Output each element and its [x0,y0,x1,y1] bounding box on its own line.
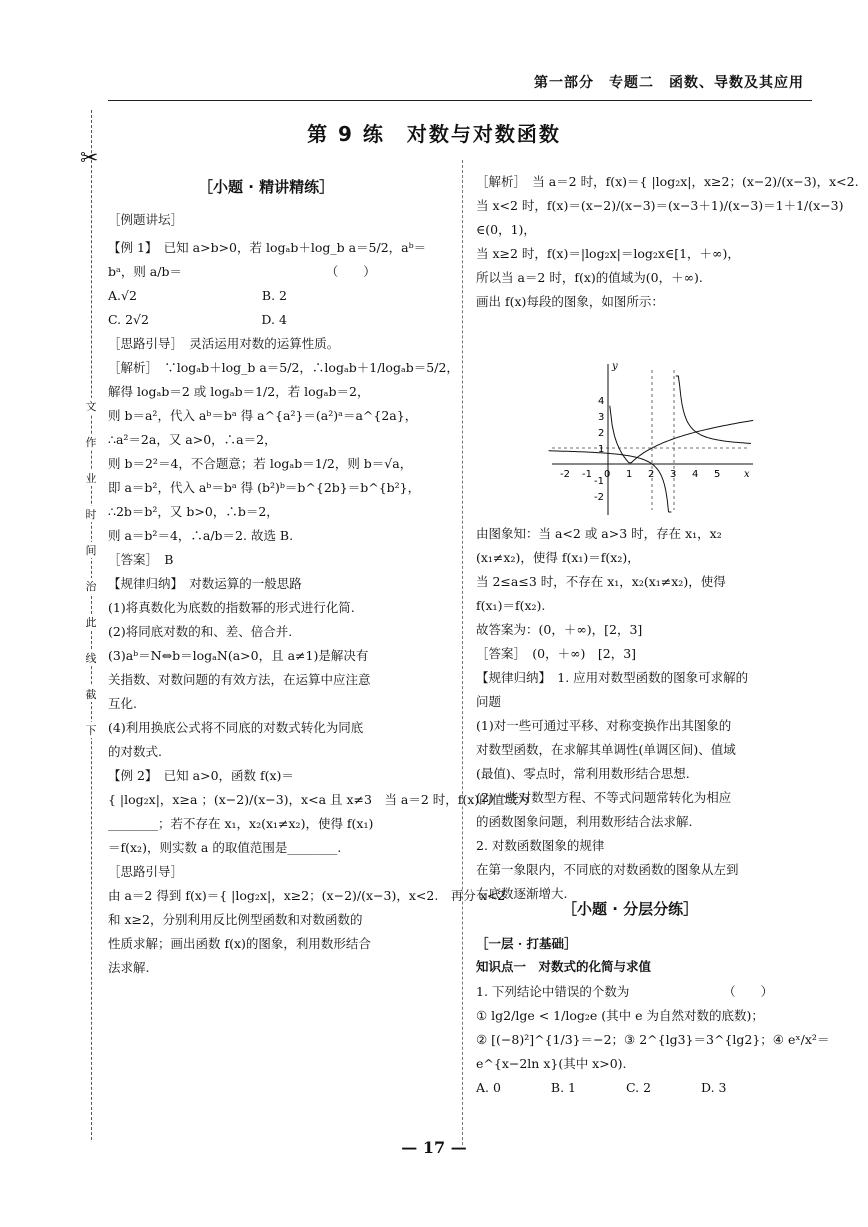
side-char: 作 [85,436,97,449]
text-line: 由 a＝2 得到 f(x)＝{ |log₂x|，x≥2；(x−2)/(x−3)，x<2. 再分 x<2 [108,888,506,903]
text-line: (1)将真数化为底数的指数幂的形式进行化简. [108,600,355,615]
question-1 [476,980,830,1100]
text-line: 当 x≥2 时，f(x)＝|log₂x|＝log₂x∈[1，＋∞)， [476,246,740,261]
text-line: 关指数、对数问题的有效方法，在运算中应注意 [108,672,371,687]
text-line: 法求解. [108,960,150,975]
y-tick-label: 2 [598,428,605,439]
side-char: 截 [85,688,97,701]
side-char: 下 [85,724,97,737]
x-tick-label: 0 [604,469,611,480]
text-line: 1. 下列结论中错误的个数为 （ ） [476,984,774,999]
text-line: ② [(−8)²]^{1/3}＝−2；③ 2^{lg3}＝3^{lg2}；④ eˣ/x²＝ [476,1032,830,1047]
level-one-label: ［一层 · 打基础］ [476,936,577,951]
x-tick-label: 1 [626,469,633,480]
text-line: f(x₁)＝f(x₂). [476,598,546,613]
text-line: 当 2≤a≤3 时，不存在 x₁，x₂(x₁≠x₂)，使得 [476,574,726,589]
y-axis-label: y [612,361,618,372]
text-line: ［答案］ B [108,552,174,567]
text-line: 互化. [108,696,137,711]
text-line: ∈(0，1)， [476,222,536,237]
text-line: 性质求解；画出函数 f(x)的图象，利用数形结合 [108,936,371,951]
curve-log [610,406,753,463]
example-forum-label: ［例题讲坛］ [108,212,184,227]
function-graph [548,360,758,518]
text-line: 即 a＝b²，代入 aᵇ＝bᵃ 得 (b²)ᵇ＝b^{2b}＝b^{b²}， [108,480,421,495]
text-line: ［思路引导］ [108,864,184,879]
text-line: 问题 [476,694,502,709]
curve-left-near-asymptote [652,464,671,512]
text-line: (x₁≠x₂)，使得 f(x₁)＝f(x₂)， [476,550,640,565]
side-char: 文 [85,400,97,413]
text-line: e^{x−2ln x}(其中 x>0). [476,1056,627,1071]
text-line: ________；若不存在 x₁，x₂(x₁≠x₂)，使得 f(x₁) [108,816,374,831]
side-char: 间 [85,544,97,557]
text-line: ［思路引导］ 灵活运用对数的运算性质。 [108,336,340,351]
y-tick-label: 3 [598,412,605,423]
text-line: 所以当 a＝2 时，f(x)的值域为(0，＋∞). [476,270,703,285]
y-tick-label: 4 [598,396,605,407]
text-line: C. 2√2 D. 4 [108,312,287,327]
text-line: 则 b＝2²＝4，不合题意；若 logₐb＝1/2，则 b＝√a， [108,456,413,471]
y-tick-label: -2 [594,492,604,503]
header-rule [108,100,812,101]
running-header: 第一部分 专题二 函数、导数及其应用 [534,75,804,91]
text-line: 由图象知：当 a<2 或 a>3 时，存在 x₁，x₂ [476,526,722,541]
page-number: — 17 — [401,1138,467,1157]
text-line: ① lg2/lge < 1/log₂e (其中 e 为自然对数的底数)； [476,1008,764,1023]
text-line: (3)aᵇ＝N⇔b＝logₐN(a>0，且 a≠1)是解决有 [108,648,369,663]
x-axis-label: x [744,469,750,480]
text-line: 2. 对数函数图象的规律 [476,838,605,853]
section-title-left: ［小题 · 精讲精练］ [198,178,335,196]
text-line: ∴a²＝2a，又 a>0，∴a＝2， [108,432,277,447]
curve-right [676,376,751,443]
text-line: ∴2b＝b²，又 b>0，∴b＝2， [108,504,279,519]
x-tick-label: -2 [560,469,570,480]
side-char: 此 [85,616,97,629]
text-line: 解得 logₐb＝2 或 logₐb＝1/2，若 logₐb＝2， [108,384,370,399]
x-tick-label: 4 [692,469,699,480]
text-line: ［解析］ 当 a＝2 时，f(x)＝{ |log₂x|，x≥2；(x−2)/(x−3)，x<2. [476,174,859,189]
side-char: 线 [85,652,97,665]
x-tick-label: -1 [582,469,592,480]
text-line: A.√2 B. 2 [108,288,288,303]
page-title: 第 9 练 对数与对数函数 [307,122,561,146]
text-line: 【例 1】 已知 a>b>0，若 logₐb＋log_b a＝5/2，aᵇ＝ [108,240,427,255]
side-char: 治 [85,580,97,593]
text-line: (2)一些对数型方程、不等式问题常转化为相应 [476,790,732,805]
text-line: (1)对一些可通过平移、对称变换作出其图象的 [476,718,732,733]
section-title-right: ［小题 · 分层分练］ [562,900,699,918]
text-line: ［答案］ (0，＋∞) [2，3] [476,646,637,661]
text-line: 和 x≥2，分别利用反比例型函数和对数函数的 [108,912,363,927]
text-line: ＝f(x₂)，则实数 a 的取值范围是________. [108,840,342,855]
right-column-top [476,170,859,314]
text-line: 故答案为：(0，＋∞)，[2，3] [476,622,643,637]
text-line: 右底数逐渐增大. [476,886,568,901]
x-tick-label: 3 [670,469,677,480]
text-line: 在第一象限内，不同底的对数函数的图象从左到 [476,862,739,877]
text-line: ［解析］ ∵logₐb＋log_b a＝5/2，∴logₐb＋1/logₐb＝5/2， [108,360,459,375]
text-line: 则 b＝a²，代入 aᵇ＝bᵃ 得 a^{a²}＝(a²)ᵃ＝a^{2a}， [108,408,418,423]
text-line: 画出 f(x)每段的图象，如图所示： [476,294,664,309]
text-line: 的函数图象问题，利用数形结合法求解. [476,814,693,829]
text-line: A. 0 B. 1 C. 2 D. 3 [476,1080,727,1095]
text-line: (最值)、零点时，常利用数形结合思想. [476,766,690,781]
text-line: 【规律归纳】 1. 应用对数型函数的图象可求解的 [476,670,749,685]
scissors-icon: ✂ [80,146,99,171]
text-line: (4)利用换底公式将不同底的对数式转化为同底 [108,720,364,735]
side-char: 时 [85,508,97,521]
side-char: 业 [85,472,97,485]
text-line: 【规律归纳】 对数运算的一般思路 [108,576,302,591]
right-column-middle [476,522,816,906]
graph-group [549,361,754,515]
x-tick-label: 5 [714,469,721,480]
x-tick-label: 2 [648,469,655,480]
y-tick-label: 1 [598,444,605,455]
text-line: 当 x<2 时，f(x)＝(x−2)/(x−3)＝(x−3＋1)/(x−3)＝1＋1/(x−3) [476,198,844,213]
column-divider [462,160,463,1145]
text-line: 的对数式. [108,744,162,759]
text-line: { |log₂x|，x≥a ；(x−2)/(x−3)，x<a 且 x≠3 当 a＝2 时，f(x)的值域为 [108,792,530,807]
text-line: 则 a＝b²＝4，∴a/b＝2. 故选 B. [108,528,294,543]
text-line: 【例 2】 已知 a>0，函数 f(x)＝ [108,768,294,783]
text-line: 对数型函数，在求解其单调性(单调区间)、值域 [476,742,736,757]
text-line: (2)将同底对数的和、差、倍合并. [108,624,293,639]
knowledge-point: 知识点一 对数式的化简与求值 [476,959,652,974]
text-line: bᵃ，则 a/b＝ （ ） [108,264,376,279]
y-tick-label: -1 [594,476,604,487]
